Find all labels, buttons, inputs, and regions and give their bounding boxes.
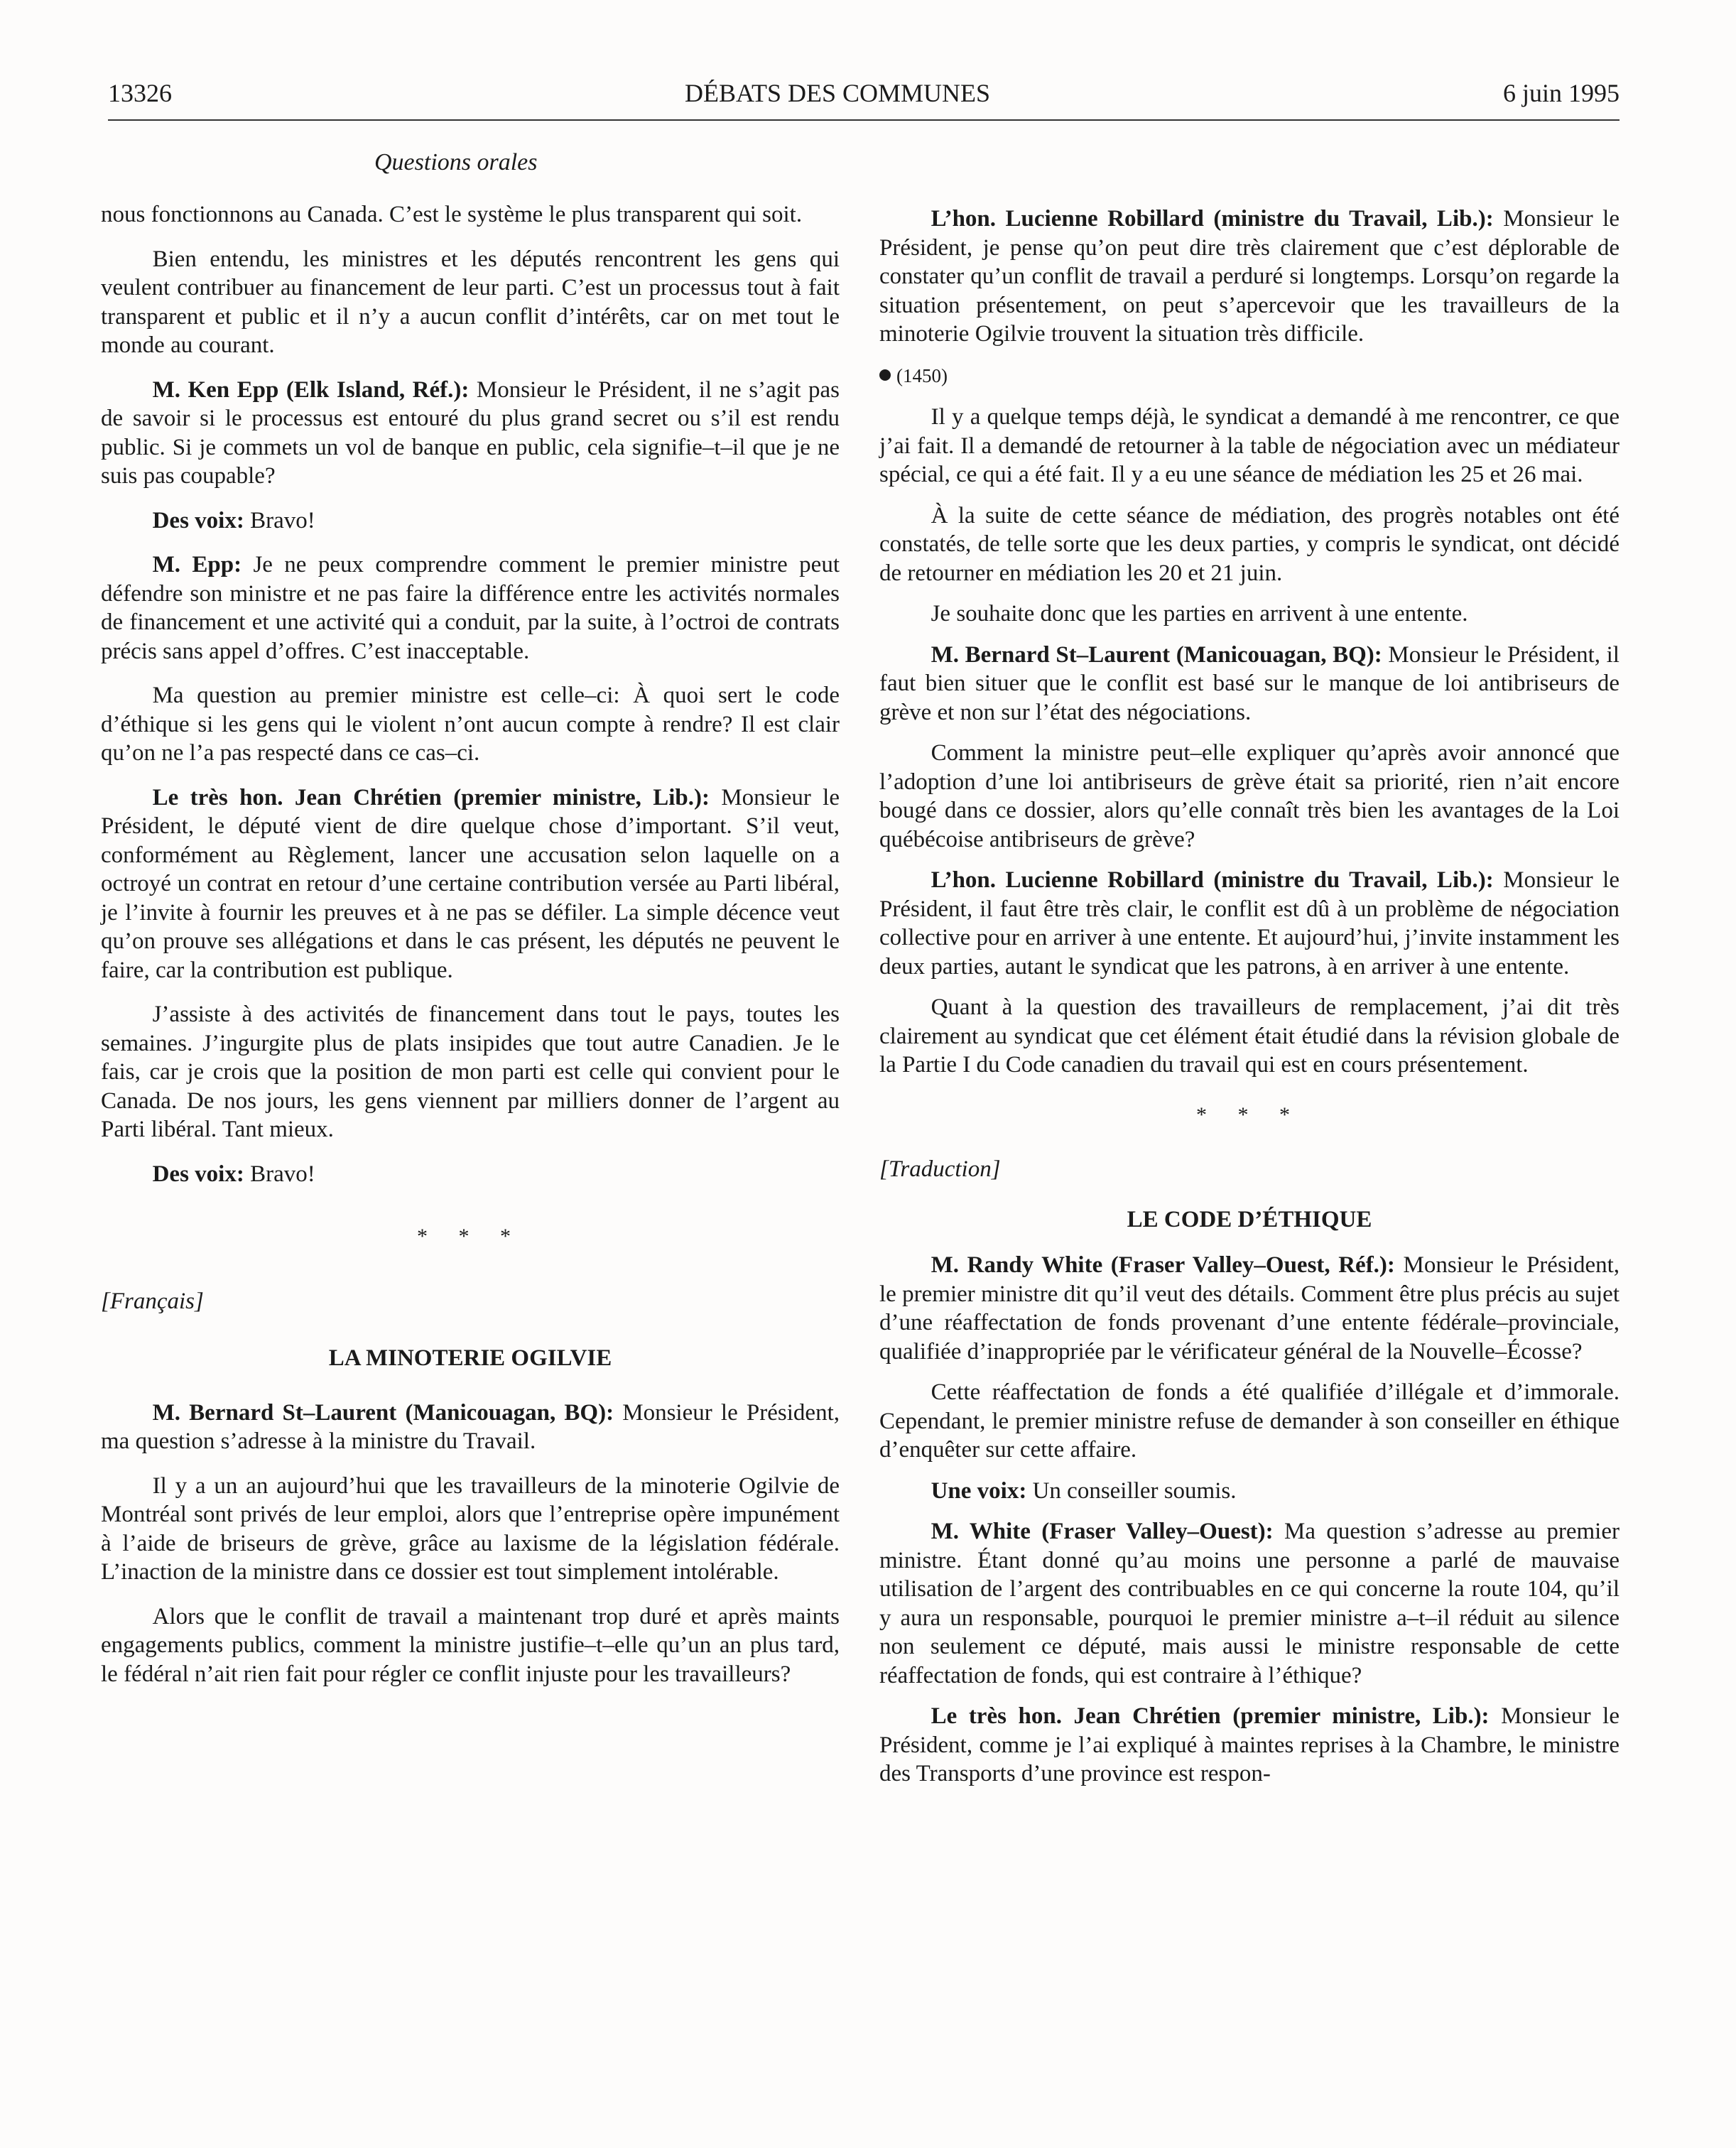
speech-text: Un conseiller soumis. bbox=[1026, 1477, 1237, 1504]
speech-text: Monsieur le Président, je pense qu’on peut dire très clairement que c’est déplorable de constater qu’un conflit de travail a perduré si longtemps. Lorsqu’on regarde la situation présentement, on peut s’apercevoir que les travailleurs de la minoterie Ogilvie trouvent la situation très difficile. bbox=[879, 206, 1620, 347]
speaker-name: Des voix: bbox=[152, 507, 244, 533]
speech-text: Monsieur le Président, le premier ministre dit qu’il veut des détails. Comment être plus précis au sujet d’une réaffectation de fonds provenant d’une entente fédérale–provinciale, qualifiée d’inappropriée par le vérificateur général de la Nouvelle–Écosse? bbox=[879, 1252, 1620, 1365]
page-number: 13326 bbox=[108, 79, 172, 107]
publication-title: DÉBATS DES COMMUNES bbox=[684, 79, 991, 107]
speech-text: Je ne peux comprendre comment le premier ministre peut défendre son ministre et ne pas faire la différence entre les activités normales de financement et une activité qui a conduit, par la suite, à l’octroi de contrats précis sans appel d’offres. C’est inacceptable. bbox=[101, 552, 840, 664]
speech-paragraph bbox=[101, 376, 840, 491]
paragraph: Il y a quelque temps déjà, le syndicat a demandé à me rencontrer, ce que j’ai fait. Il a demandé de retourner à la table de négociation avec un médiateur spécial, ce qui a été fait. Il y a eu une séance de médiation les 25 et 26 mai. bbox=[879, 404, 1620, 487]
speaker-name: M. Ken Epp (Elk Island, Réf.): bbox=[152, 376, 470, 403]
section-separator: * * * bbox=[1196, 1102, 1303, 1127]
speech-text: Monsieur le Président, comme je l’ai expliqué à maintes reprises à la Chambre, le ministre des Transports d’une province est respon- bbox=[879, 1703, 1620, 1786]
speaker-name: M. Randy White (Fraser Valley–Ouest, Réf.): bbox=[931, 1252, 1395, 1278]
speech-text: Monsieur le Président, il ne s’agit pas de savoir si le processus est entouré du plus grand secret ou s’il est rendu public. Si je commets un vol de banque en public, cela signifie–t–il que je ne suis pas coupable? bbox=[101, 376, 840, 489]
speech-paragraph bbox=[101, 550, 840, 666]
paragraph: Comment la ministre peut–elle expliquer qu’après avoir annoncé que l’adoption d’une loi antibriseurs de grève était sa priorité, rien n’ait encore bougé dans ce dossier, alors qu’elle connaît très bien les avantages de la Loi québécoise antibriseurs de grève? bbox=[879, 740, 1620, 852]
speech-text: Monsieur le Président, le député vient de dire quelque chose d’important. S’il veut, conformément au Règlement, lancer une accusation selon laquelle on a octroyé un contrat en retour d’une certaine contribution versée au Parti libéral, je l’invite à fournir les preuves et à ne pas se défiler. La simple décence veut qu’on prouve ses allégations et dans le cas présent, les députés ne peuvent le faire, car la contribution est publique. bbox=[101, 784, 840, 983]
speaker-name: Une voix: bbox=[931, 1477, 1027, 1504]
time-marker-text: (1450) bbox=[896, 364, 948, 386]
speaker-name: Le très hon. Jean Chrétien (premier ministre, Lib.): bbox=[931, 1703, 1490, 1729]
language-tag: [Traduction] bbox=[879, 1156, 1001, 1182]
language-tag-wrap bbox=[879, 1155, 1620, 1184]
section-heading: LE CODE D’ÉTHIQUE bbox=[1127, 1206, 1372, 1232]
speech-text: Ma question s’adresse au premier ministre. Étant donné qu’au moins une personne a parlé de mauvaise utilisation de l’argent des contribuables en ce qui concerne la route 104, qu’il y aura un responsable, pourquoi le premier ministre a–t–il réduit au silence non seulement ce député, mais aussi le ministre responsable de cette réaffectation de fonds, qui est contraire à l’éthique? bbox=[879, 1519, 1620, 1688]
speech-paragraph bbox=[101, 1160, 840, 1189]
speech-paragraph bbox=[101, 1399, 840, 1456]
paragraph: Il y a un an aujourd’hui que les travailleurs de la minoterie Ogilvie de Montréal sont privés de leur emploi, alors que l’entreprise opère impunément à l’aide de briseurs de grève, grâce au laxisme de la législation fédérale. L’inaction de la ministre dans ce dossier est tout simplement intolérable. bbox=[101, 1472, 840, 1585]
paragraph: Quant à la question des travailleurs de remplacement, j’ai dit très clairement au syndicat que cet élément était étudié dans la révision globale de la Partie I du Code canadien du travail qui est en cours présentement. bbox=[879, 994, 1620, 1078]
language-tag-wrap bbox=[101, 1287, 840, 1316]
speech-paragraph bbox=[879, 866, 1620, 981]
speech-text: Monsieur le Président, il faut bien situer que le conflit est basé sur le manque de loi antibriseurs de grève et non sur l’état des négociations. bbox=[879, 641, 1620, 725]
header-rule bbox=[108, 119, 1620, 121]
speech-paragraph bbox=[101, 783, 840, 985]
speaker-name: M. White (Fraser Valley–Ouest): bbox=[931, 1519, 1274, 1544]
paragraph: Cette réaffectation de fonds a été qualifiée d’illégale et d’immorale. Cependant, le premier ministre refuse de demander à son conseiller en éthique d’enquêter sur cette affaire. bbox=[879, 1379, 1620, 1463]
speaker-name: M. Epp: bbox=[152, 552, 242, 577]
running-head bbox=[108, 77, 1620, 109]
paragraph: Alors que le conflit de travail a maintenant trop duré et après maints engagements publics, comment la ministre justifie–t–elle qu’un an plus tard, le fédéral n’ait rien fait pour régler ce conflit injuste pour les travailleurs? bbox=[101, 1603, 840, 1687]
paragraph: Bien entendu, les ministres et les députés rencontrent les gens qui veulent contribuer au financement de leur parti. C’est un processus tout à fait transparent et public et il n’y a aucun conflit d’intérêts, car on met tout le monde au courant. bbox=[101, 246, 840, 358]
left-column bbox=[101, 200, 840, 1688]
speech-paragraph bbox=[879, 205, 1620, 349]
page-date: 6 juin 1995 bbox=[1502, 79, 1620, 107]
section-label: Questions orales bbox=[374, 149, 538, 175]
speaker-name: L’hon. Lucienne Robillard (ministre du Travail, Lib.): bbox=[931, 206, 1494, 232]
speech-paragraph bbox=[101, 506, 840, 536]
speaker-name: Des voix: bbox=[152, 1161, 244, 1187]
paragraph: nous fonctionnons au Canada. C’est le système le plus transparent qui soit. bbox=[101, 202, 803, 227]
language-tag: [Français] bbox=[101, 1288, 204, 1314]
paragraph: J’assiste à des activités de financement dans tout le pays, toutes les semaines. J’ingurgite plus de plats insipides que tout autre Canadien. Je le fais, car je crois que la position de mon parti est celle qui convient pour le Canada. De nos jours, les gens viennent par milliers donner de l’argent au Parti libéral. Tant mieux. bbox=[101, 1002, 840, 1142]
speech-paragraph bbox=[879, 641, 1620, 727]
speech-text: Monsieur le Président, ma question s’adresse à la ministre du Travail. bbox=[101, 1399, 840, 1454]
speaker-name: M. Bernard St–Laurent (Manicouagan, BQ): bbox=[152, 1399, 614, 1426]
speech-paragraph bbox=[879, 1702, 1620, 1789]
section-separator: * * * bbox=[417, 1225, 523, 1248]
speaker-name: L’hon. Lucienne Robillard (ministre du Travail, Lib.): bbox=[931, 867, 1494, 893]
speech-text: Bravo! bbox=[244, 1161, 315, 1187]
speech-paragraph bbox=[879, 1517, 1620, 1690]
speech-paragraph bbox=[879, 1477, 1620, 1506]
speaker-name: M. Bernard St–Laurent (Manicouagan, BQ): bbox=[931, 641, 1382, 668]
speech-paragraph bbox=[879, 1251, 1620, 1366]
speech-text: Monsieur le Président, il faut être très clair, le conflit est dû à un problème de négociation collective pour en arriver à une entente. Et aujourd’hui, j’invite instamment les deux parties, autant le syndicat que les patrons, à en arriver à une entente. bbox=[879, 867, 1620, 980]
bullet-icon bbox=[879, 369, 891, 381]
speaker-name: Le très hon. Jean Chrétien (premier ministre, Lib.): bbox=[152, 784, 710, 810]
paragraph: Ma question au premier ministre est celle–ci: À quoi sert le code d’éthique si les gens qui le violent n’ont aucun compte à rendre? Il est clair qu’on ne l’a pas respecté dans ce cas–ci. bbox=[101, 683, 840, 766]
time-marker bbox=[879, 362, 1620, 391]
speech-text: Bravo! bbox=[244, 507, 315, 533]
paragraph: Je souhaite donc que les parties en arrivent à une entente. bbox=[931, 601, 1468, 626]
right-column bbox=[879, 205, 1620, 1789]
section-heading: LA MINOTERIE OGILVIE bbox=[328, 1345, 612, 1371]
paragraph: À la suite de cette séance de médiation, des progrès notables ont été constatés, de telle sorte que les deux parties, y compris le syndicat, ont décidé de retourner en médiation les 20 et 21 juin. bbox=[879, 502, 1620, 586]
